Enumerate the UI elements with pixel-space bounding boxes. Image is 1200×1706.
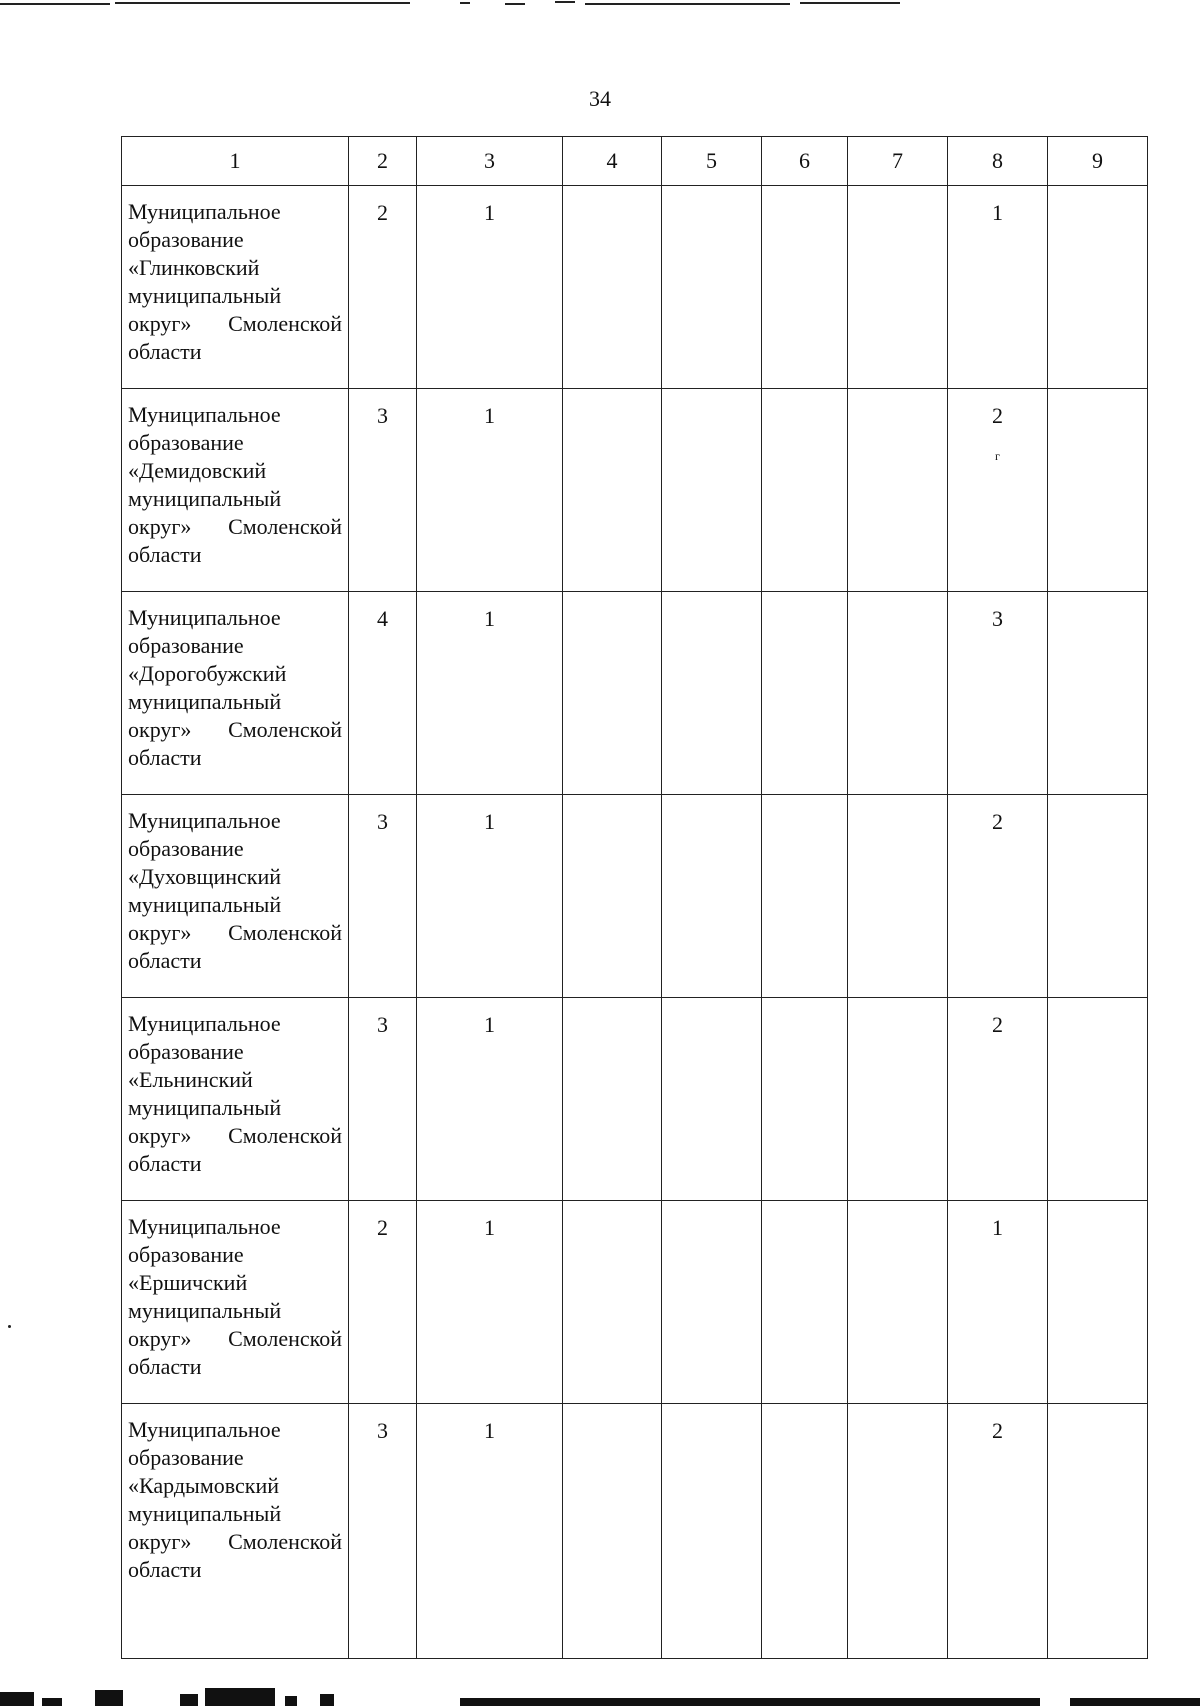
- name-line: Муниципальное: [128, 605, 281, 630]
- cell-value: 3: [377, 1418, 388, 1443]
- name-line: области: [128, 339, 202, 364]
- name-line: [128, 716, 342, 744]
- value-cell-6: [762, 186, 848, 389]
- cell-value: 2: [377, 1215, 388, 1240]
- name-line: образование: [128, 227, 244, 252]
- name-line: Муниципальное: [128, 1011, 281, 1036]
- value-cell-9: [1048, 795, 1148, 998]
- value-cell-6: [762, 1201, 848, 1404]
- cell-value: 1: [992, 1215, 1003, 1240]
- value-cell-8: [948, 389, 1048, 592]
- name-word: Смоленской: [228, 1326, 342, 1351]
- value-cell-6: [762, 1404, 848, 1659]
- data-table: [121, 136, 1148, 1659]
- name-word: Смоленской: [228, 514, 342, 539]
- name-line: «Дорогобужский: [128, 661, 287, 686]
- value-cell-7: [848, 998, 948, 1201]
- scan-artifact-top: [0, 0, 1200, 12]
- name-word: Смоленской: [228, 920, 342, 945]
- name-line: Муниципальное: [128, 1214, 281, 1239]
- value-cell-4: [563, 795, 662, 998]
- name-line: образование: [128, 430, 244, 455]
- value-cell-3: [417, 1404, 563, 1659]
- name-line: Муниципальное: [128, 808, 281, 833]
- value-cell-5: [662, 389, 762, 592]
- name-line: области: [128, 745, 202, 770]
- cell-value: 2: [377, 200, 388, 225]
- name-line: муниципальный: [128, 1095, 282, 1120]
- value-cell-4: [563, 592, 662, 795]
- name-line: образование: [128, 633, 244, 658]
- name-line: муниципальный: [128, 283, 282, 308]
- value-cell-5: [662, 592, 762, 795]
- scan-artifact-bottom: [0, 1678, 1200, 1706]
- stray-mark: г: [995, 449, 1000, 463]
- value-cell-2: [349, 1404, 417, 1659]
- name-line: образование: [128, 1242, 244, 1267]
- name-line: области: [128, 1151, 202, 1176]
- value-cell-7: [848, 592, 948, 795]
- cell-value: 2: [992, 1012, 1003, 1037]
- header-row: [122, 137, 1148, 186]
- value-cell-8: [948, 998, 1048, 1201]
- value-cell-4: [563, 1201, 662, 1404]
- cell-value: 3: [377, 403, 388, 428]
- name-line: муниципальный: [128, 1501, 282, 1526]
- column-header: 2: [349, 137, 417, 186]
- value-cell-3: [417, 186, 563, 389]
- value-cell-2: [349, 795, 417, 998]
- value-cell-5: [662, 186, 762, 389]
- municipality-name-cell: [122, 186, 349, 389]
- column-header: 8: [948, 137, 1048, 186]
- municipality-name-cell: [122, 998, 349, 1201]
- value-cell-7: [848, 186, 948, 389]
- value-cell-7: [848, 795, 948, 998]
- value-cell-4: [563, 389, 662, 592]
- cell-value: 1: [484, 1215, 495, 1240]
- name-line: образование: [128, 1445, 244, 1470]
- municipality-name-cell: [122, 1404, 349, 1659]
- name-line: [128, 513, 342, 541]
- name-word: округ»: [128, 1123, 192, 1148]
- name-line: «Ельнинский: [128, 1067, 253, 1092]
- name-line: «Глинковский: [128, 255, 260, 280]
- cell-value: 2: [992, 809, 1003, 834]
- name-word: округ»: [128, 1529, 192, 1554]
- value-cell-9: [1048, 592, 1148, 795]
- name-line: Муниципальное: [128, 1417, 281, 1442]
- value-cell-9: [1048, 998, 1148, 1201]
- column-header: 6: [762, 137, 848, 186]
- value-cell-8: [948, 795, 1048, 998]
- cell-value: 3: [377, 1012, 388, 1037]
- value-cell-2: [349, 592, 417, 795]
- name-line: «Кардымовский: [128, 1473, 280, 1498]
- name-word: округ»: [128, 1326, 192, 1351]
- name-line: [128, 310, 342, 338]
- scan-speck: [8, 1325, 11, 1328]
- value-cell-2: [349, 1201, 417, 1404]
- value-cell-5: [662, 795, 762, 998]
- table-row: [122, 1404, 1148, 1659]
- value-cell-8: [948, 186, 1048, 389]
- name-word: округ»: [128, 717, 192, 742]
- name-line: Муниципальное: [128, 402, 281, 427]
- cell-value: 2: [992, 1418, 1003, 1443]
- value-cell-4: [563, 186, 662, 389]
- value-cell-8: [948, 1201, 1048, 1404]
- table-row: [122, 592, 1148, 795]
- name-word: Смоленской: [228, 311, 342, 336]
- name-line: «Духовщинский: [128, 864, 282, 889]
- name-line: «Демидовский: [128, 458, 267, 483]
- name-line: Муниципальное: [128, 199, 281, 224]
- value-cell-9: [1048, 389, 1148, 592]
- name-line: муниципальный: [128, 1298, 282, 1323]
- cell-value: 1: [484, 1012, 495, 1037]
- municipality-name-cell: [122, 592, 349, 795]
- value-cell-3: [417, 1201, 563, 1404]
- value-cell-6: [762, 389, 848, 592]
- table-row: [122, 795, 1148, 998]
- name-line: [128, 1325, 342, 1353]
- value-cell-7: [848, 1404, 948, 1659]
- cell-value: 1: [484, 809, 495, 834]
- name-line: [128, 1122, 342, 1150]
- value-cell-5: [662, 1404, 762, 1659]
- name-word: округ»: [128, 920, 192, 945]
- value-cell-8: [948, 1404, 1048, 1659]
- column-header: 7: [848, 137, 948, 186]
- name-word: Смоленской: [228, 1529, 342, 1554]
- column-header: 1: [122, 137, 349, 186]
- value-cell-9: [1048, 1201, 1148, 1404]
- municipality-name-cell: [122, 1201, 349, 1404]
- cell-value: 1: [484, 606, 495, 631]
- value-cell-9: [1048, 1404, 1148, 1659]
- column-header: 5: [662, 137, 762, 186]
- table-row: [122, 998, 1148, 1201]
- value-cell-2: [349, 998, 417, 1201]
- value-cell-4: [563, 1404, 662, 1659]
- municipality-name-cell: [122, 389, 349, 592]
- name-word: округ»: [128, 311, 192, 336]
- table-row: [122, 1201, 1148, 1404]
- value-cell-3: [417, 795, 563, 998]
- column-header: 3: [417, 137, 563, 186]
- column-header: 9: [1048, 137, 1148, 186]
- value-cell-5: [662, 998, 762, 1201]
- name-line: области: [128, 1354, 202, 1379]
- cell-value: 1: [484, 200, 495, 225]
- value-cell-8: [948, 592, 1048, 795]
- value-cell-2: [349, 186, 417, 389]
- value-cell-9: [1048, 186, 1148, 389]
- name-line: [128, 1528, 342, 1556]
- name-line: области: [128, 1557, 202, 1582]
- name-line: муниципальный: [128, 892, 282, 917]
- value-cell-2: [349, 389, 417, 592]
- table-row: [122, 186, 1148, 389]
- value-cell-6: [762, 998, 848, 1201]
- cell-value: 4: [377, 606, 388, 631]
- cell-value: 1: [484, 1418, 495, 1443]
- name-line: [128, 919, 342, 947]
- page-number: 34: [589, 86, 611, 111]
- column-header: 4: [563, 137, 662, 186]
- name-line: «Ершичский: [128, 1270, 248, 1295]
- name-line: области: [128, 948, 202, 973]
- name-word: Смоленской: [228, 717, 342, 742]
- cell-value: 3: [377, 809, 388, 834]
- cell-value: 1: [484, 403, 495, 428]
- cell-value: 1: [992, 200, 1003, 225]
- value-cell-6: [762, 795, 848, 998]
- value-cell-3: [417, 389, 563, 592]
- name-line: муниципальный: [128, 689, 282, 714]
- value-cell-4: [563, 998, 662, 1201]
- name-line: области: [128, 542, 202, 567]
- cell-value: 3: [992, 606, 1003, 631]
- name-line: образование: [128, 836, 244, 861]
- table-row: [122, 389, 1148, 592]
- name-word: округ»: [128, 514, 192, 539]
- value-cell-7: [848, 389, 948, 592]
- value-cell-3: [417, 592, 563, 795]
- value-cell-5: [662, 1201, 762, 1404]
- name-word: Смоленской: [228, 1123, 342, 1148]
- name-line: образование: [128, 1039, 244, 1064]
- value-cell-6: [762, 592, 848, 795]
- value-cell-3: [417, 998, 563, 1201]
- value-cell-7: [848, 1201, 948, 1404]
- name-line: муниципальный: [128, 486, 282, 511]
- municipality-name-cell: [122, 795, 349, 998]
- cell-value: 2: [992, 403, 1003, 428]
